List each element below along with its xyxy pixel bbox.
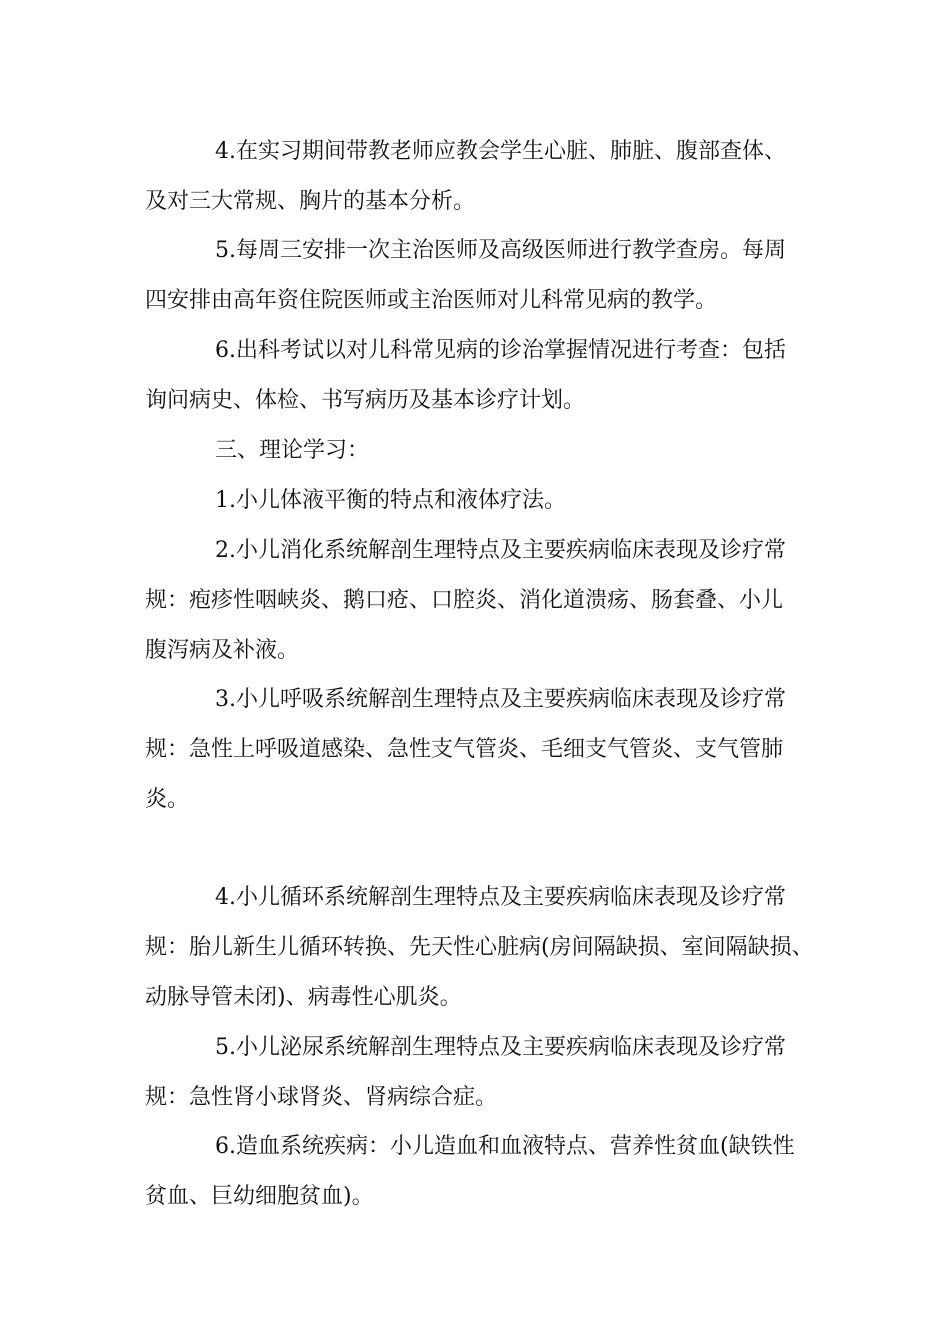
paragraph-line: 3.小儿呼吸系统解剖生理特点及主要疾病临床表现及诊疗常 xyxy=(215,687,786,712)
paragraph-line: 规：疱疹性咽峡炎、鹅口疮、口腔炎、消化道溃疡、肠套叠、小儿 xyxy=(145,588,784,613)
paragraph-line: 腹泻病及补液。 xyxy=(145,638,300,663)
paragraph-line: 2.小儿消化系统解剖生理特点及主要疾病临床表现及诊疗常 xyxy=(215,538,786,563)
paragraph-line: 规：胎儿新生儿循环转换、先天性心脏病(房间隔缺损、室间隔缺损、 xyxy=(145,935,814,960)
paragraph-item-6-exam xyxy=(145,326,835,426)
paragraph-line: 4.小儿循环系统解剖生理特点及主要疾病临床表现及诊疗常 xyxy=(215,885,786,910)
paragraph-theory-4 xyxy=(145,873,835,1023)
paragraph-line: 5.每周三安排一次主治医师及高级医师进行教学查房。每周 xyxy=(215,238,786,263)
paragraph-line: 4.在实习期间带教老师应教会学生心脏、肺脏、腹部查体、 xyxy=(215,139,786,164)
paragraph-theory-1 xyxy=(145,476,835,526)
paragraph-line: 及对三大常规、胸片的基本分析。 xyxy=(145,189,476,214)
paragraph-theory-2 xyxy=(145,526,835,676)
paragraph-theory-6 xyxy=(145,1122,835,1222)
paragraph-line: 贫血、巨幼细胞贫血)。 xyxy=(145,1184,374,1209)
paragraph-line: 动脉导管未闭)、病毒性心肌炎。 xyxy=(145,985,462,1010)
paragraph-line: 5.小儿泌尿系统解剖生理特点及主要疾病临床表现及诊疗常 xyxy=(215,1035,786,1060)
paragraph-line: 1.小儿体液平衡的特点和液体疗法。 xyxy=(215,488,566,513)
paragraph-line: 6.出科考试以对儿科常见病的诊治掌握情况进行考查：包括 xyxy=(215,338,786,363)
paragraph-line: 规：急性肾小球肾炎、肾病综合症。 xyxy=(145,1085,498,1110)
paragraph-line: 询问病史、体检、书写病历及基本诊疗计划。 xyxy=(145,388,586,413)
section-heading-theory xyxy=(145,426,835,476)
paragraph-theory-3 xyxy=(145,675,835,825)
paragraph-theory-5 xyxy=(145,1023,835,1123)
section-heading-text: 三、理论学习： xyxy=(215,438,370,463)
paragraph-line: 规：急性上呼吸道感染、急性支气管炎、毛细支气管炎、支气管肺 xyxy=(145,737,784,762)
paragraph-line: 炎。 xyxy=(145,787,190,812)
paragraph-item-5-rounds xyxy=(145,226,835,326)
paragraph-item-4-teaching xyxy=(145,127,835,227)
paragraph-line: 四安排由高年资住院医师或主治医师对儿科常见病的教学。 xyxy=(145,288,718,313)
paragraph-line: 6.造血系统疾病：小儿造血和血液特点、营养性贫血(缺铁性 xyxy=(215,1134,795,1159)
